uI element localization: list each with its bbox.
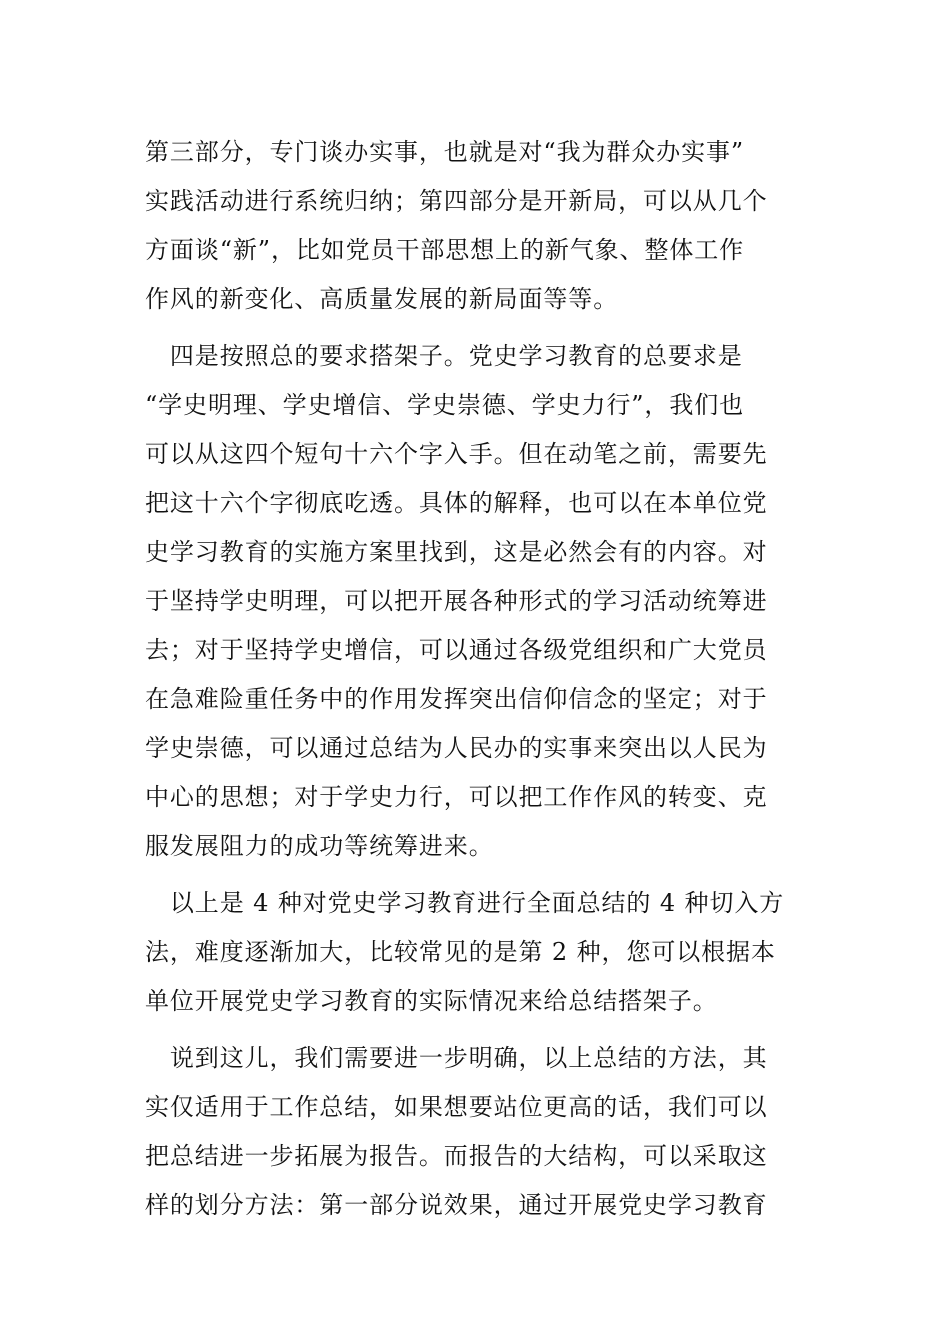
text-line: 去；对于坚持学史增信，可以通过各级党组织和广大党员 bbox=[145, 636, 768, 664]
text-line: 方面谈“新”，比如党员干部思想上的新气象、整体工作 bbox=[145, 236, 745, 264]
text-line: 第三部分，专门谈办实事，也就是对“我为群众办实事” bbox=[145, 138, 745, 166]
text-line: 中心的思想；对于学史力行，可以把工作作风的转变、克 bbox=[145, 783, 768, 811]
text-line: 史学习教育的实施方案里找到，这是必然会有的内容。对 bbox=[145, 538, 768, 566]
text-line: “学史明理、学史增信、学史崇德、学史力行”，我们也 bbox=[145, 391, 745, 419]
document-body bbox=[145, 128, 808, 1230]
text-line: 在急难险重任务中的作用发挥突出信仰信念的坚定；对于 bbox=[145, 685, 768, 713]
text-line: 说到这儿，我们需要进一步明确，以上总结的方法，其 bbox=[145, 1044, 768, 1072]
text-line: 法，难度逐渐加大，比较常见的是第 2 种，您可以根据本 bbox=[145, 938, 776, 966]
text-line: 以上是 4 种对党史学习教育进行全面总结的 4 种切入方 bbox=[145, 889, 785, 917]
text-line: 于坚持学史明理，可以把开展各种形式的学习活动统筹进 bbox=[145, 587, 768, 615]
text-line: 服发展阻力的成功等统筹进来。 bbox=[145, 832, 494, 860]
text-line: 把这十六个字彻底吃透。具体的解释，也可以在本单位党 bbox=[145, 489, 768, 517]
text-line: 可以从这四个短句十六个字入手。但在动笔之前，需要先 bbox=[145, 440, 768, 468]
paragraph-3 bbox=[145, 879, 808, 1026]
text-line: 作风的新变化、高质量发展的新局面等等。 bbox=[145, 285, 619, 313]
paragraph-2 bbox=[145, 332, 808, 871]
text-line: 把总结进一步拓展为报告。而报告的大结构，可以采取这 bbox=[145, 1142, 768, 1170]
paragraph-1 bbox=[145, 128, 808, 324]
text-line: 实仅适用于工作总结，如果想要站位更高的话，我们可以 bbox=[145, 1093, 768, 1121]
text-line: 样的划分方法：第一部分说效果，通过开展党史学习教育 bbox=[145, 1191, 768, 1219]
text-line: 四是按照总的要求搭架子。党史学习教育的总要求是 bbox=[145, 342, 743, 370]
text-line: 实践活动进行系统归纳；第四部分是开新局，可以从几个 bbox=[145, 187, 768, 215]
text-line: 学史崇德，可以通过总结为人民办的实事来突出以人民为 bbox=[145, 734, 768, 762]
text-line: 单位开展党史学习教育的实际情况来给总结搭架子。 bbox=[145, 987, 718, 1015]
paragraph-4 bbox=[145, 1034, 808, 1230]
